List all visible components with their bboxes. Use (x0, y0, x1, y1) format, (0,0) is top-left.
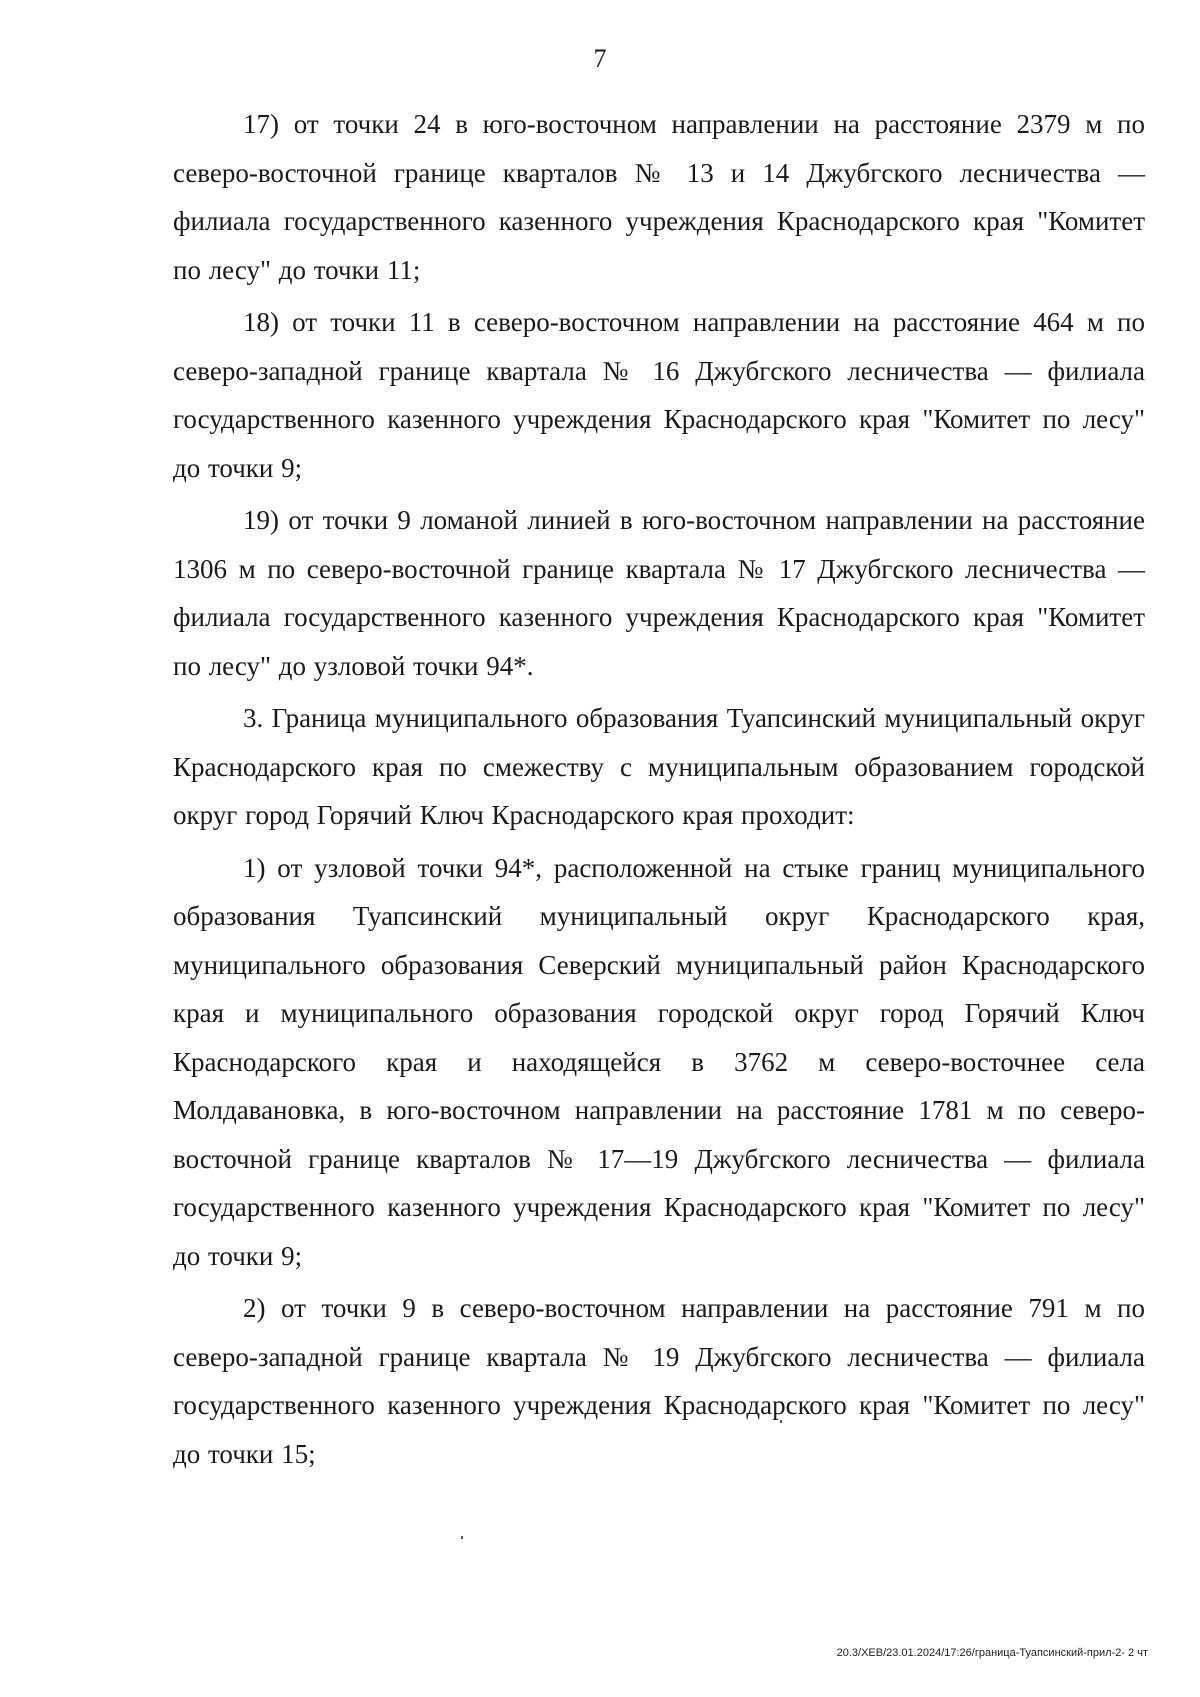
scan-speck (461, 1536, 463, 1539)
paragraph-item-17: 17) от точки 24 в юго-восточном направлении на расстояние 2379 м по северо-восточной границе кварталов № 13 и 14 Джубгского лесничества — филиала государственного казенного учреждения Краснодарского края "Комитет по лесу" до точки 11; (173, 109, 1145, 285)
paragraph-item-2: 2) от точки 9 в северо-восточном направлении на расстояние 791 м по северо-западной границе квартала № 19 Джубгского лесничества — филиала государственного казенного учреждения Краснодарского края "Комитет по лесу" до точки 15; (173, 1293, 1145, 1469)
scan-speck (780, 1420, 782, 1423)
paragraph-item-1: 1) от узловой точки 94*, расположенной на стыке границ муниципального образования Туапсинский муниципальный округ Краснодарского края, муниципального образования Северский муниципальный район Краснодарского края и муниципального образования городской округ город Горячий Ключ Краснодарского края и находящейся в 3762 м северо-восточнее села Молдавановка, в юго-восточном направлении на расстояние 1781 м по северо-восточной границе кварталов № 17—19 Джубгского лесничества — филиала государственного казенного учреждения Краснодарского края "Комитет по лесу" до точки 9; (173, 852, 1145, 1271)
page-number: 7 (593, 44, 607, 73)
document-body (173, 100, 1145, 1480)
document-footer-code: 20.3/ХЕВ/23.01.2024/17:26/граница-Туапсинский-прил-2- 2 чт (836, 1647, 1148, 1659)
paragraph-item-19: 19) от точки 9 ломаной линией в юго-восточном направлении на расстояние 1306 м по северо-восточной границе квартала № 17 Джубгского лесничества — филиала государственного казенного учреждения Краснодарского края "Комитет по лесу" до узловой точки 94*. (173, 505, 1145, 681)
paragraph-section-3: 3. Граница муниципального образования Туапсинский муниципальный округ Краснодарского края по смежеству с муниципальным образованием городской округ город Горячий Ключ Краснодарского края проходит: (173, 703, 1145, 830)
paragraph-item-18: 18) от точки 11 в северо-восточном направлении на расстояние 464 м по северо-западной границе квартала № 16 Джубгского лесничества — филиала государственного казенного учреждения Краснодарского края "Комитет по лесу" до точки 9; (173, 307, 1145, 483)
